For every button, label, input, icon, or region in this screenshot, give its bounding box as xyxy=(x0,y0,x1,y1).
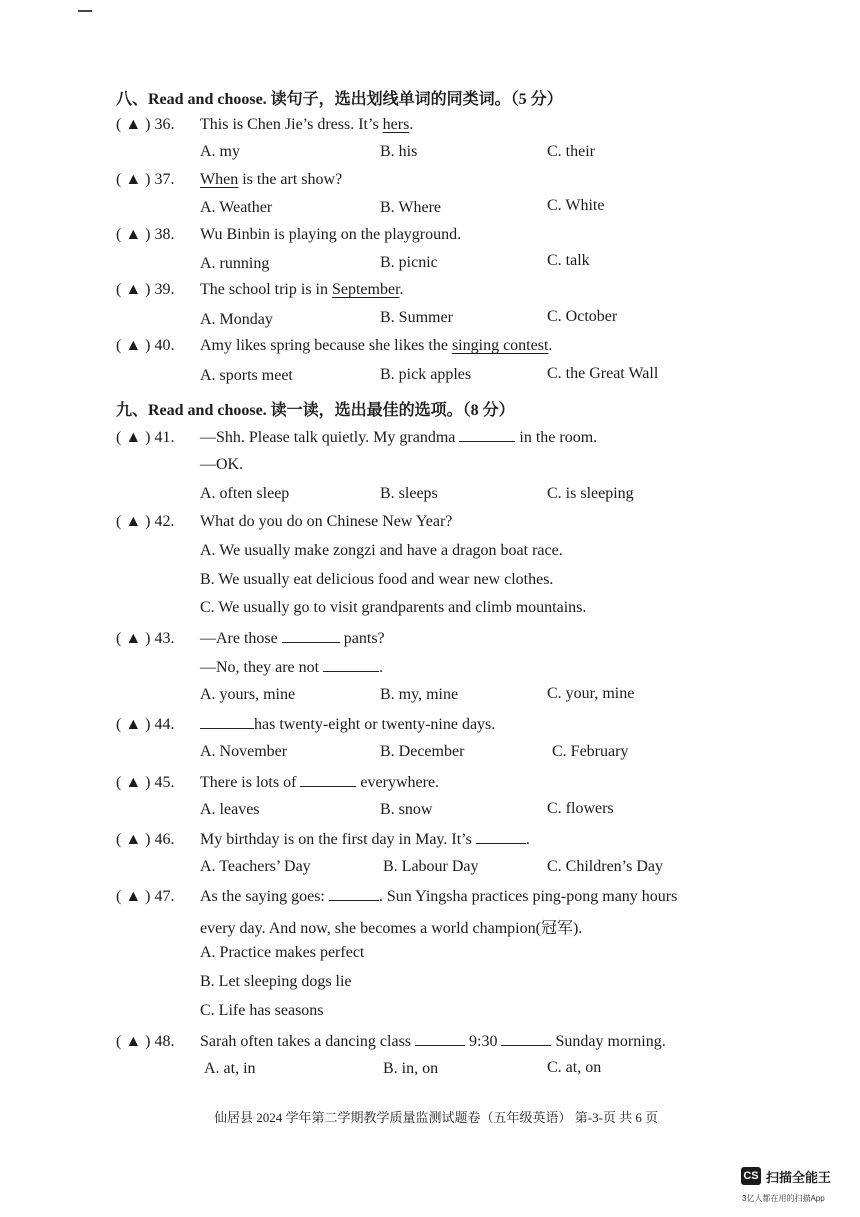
option-a: A. November xyxy=(200,743,288,760)
option-b: B. in, on xyxy=(383,1060,439,1077)
camscanner-tagline: 3亿人都在用的扫描App xyxy=(742,1194,825,1203)
option-b: B. Summer xyxy=(380,309,453,326)
answer-mark: ( ▲ ) 38. xyxy=(116,226,175,243)
page-footer: 仙居县 2024 学年第二学期教学质量监测试题卷（五年级英语） 第-3-页 共 6 页 xyxy=(214,1110,659,1125)
answer-blank[interactable] xyxy=(501,1031,551,1046)
question-41-reply: —OK. xyxy=(200,456,244,473)
option-a: A. Monday xyxy=(200,311,273,328)
underlined-word: singing contest xyxy=(451,337,549,354)
underlined-word: hers xyxy=(382,116,410,133)
answer-blank[interactable] xyxy=(300,772,356,787)
option-b: B. Let sleeping dogs lie xyxy=(200,973,352,990)
question-47-continued: every day. And now, she becomes a world champion(冠军). xyxy=(200,920,583,937)
answer-mark: ( ▲ ) 45. xyxy=(116,774,175,791)
option-a: A. leaves xyxy=(200,801,260,818)
question-47: ( ▲ ) 47. As the saying goes: . Sun Yingsha practices ping-pong many hours xyxy=(116,888,678,905)
option-c: C. at, on xyxy=(547,1059,602,1076)
option-c: C. their xyxy=(547,143,595,160)
option-a: A. at, in xyxy=(204,1060,256,1077)
option-b: B. December xyxy=(380,743,465,760)
option-b: B. my, mine xyxy=(380,686,459,703)
question-41: ( ▲ ) 41. —Shh. Please talk quietly. My grandma in the room. xyxy=(116,429,598,446)
section-8-title: 八、Read and choose. 读句子，选出划线单词的同类词。（5 分） xyxy=(116,91,563,108)
question-39: ( ▲ ) 39. The school trip is in September. xyxy=(116,281,404,298)
answer-blank[interactable] xyxy=(459,427,515,442)
option-c: C. your, mine xyxy=(547,685,635,702)
answer-mark: ( ▲ ) 48. xyxy=(116,1033,175,1050)
answer-mark: ( ▲ ) 40. xyxy=(116,337,175,354)
answer-blank[interactable] xyxy=(323,657,379,672)
answer-mark: ( ▲ ) 41. xyxy=(116,429,175,446)
option-a: A. yours, mine xyxy=(200,686,296,703)
question-45: ( ▲ ) 45. There is lots of everywhere. xyxy=(116,774,440,791)
option-a: A. Weather xyxy=(200,199,273,216)
answer-blank[interactable] xyxy=(415,1031,465,1046)
answer-mark: ( ▲ ) 37. xyxy=(116,171,175,188)
question-44: ( ▲ ) 44. has twenty-eight or twenty-nine days. xyxy=(116,716,496,733)
option-c: C. talk xyxy=(547,252,590,269)
option-c: C. October xyxy=(547,308,618,325)
option-c: C. the Great Wall xyxy=(547,365,659,382)
answer-mark: ( ▲ ) 39. xyxy=(116,281,175,298)
option-b: B. pick apples xyxy=(380,366,472,383)
option-b: B. picnic xyxy=(380,254,438,271)
option-b: B. Labour Day xyxy=(383,858,479,875)
question-43: ( ▲ ) 43. —Are those pants? xyxy=(116,630,385,647)
option-c: C. flowers xyxy=(547,800,614,817)
answer-blank[interactable] xyxy=(476,829,526,844)
question-48: ( ▲ ) 48. Sarah often takes a dancing class 9:30 Sunday morning. xyxy=(116,1033,666,1050)
option-c: C. February xyxy=(552,743,629,760)
option-a: A. often sleep xyxy=(200,485,290,502)
camscanner-brand-name: 扫描全能王 xyxy=(766,1170,832,1185)
answer-mark: ( ▲ ) 42. xyxy=(116,513,175,530)
answer-blank[interactable] xyxy=(200,714,254,729)
answer-blank[interactable] xyxy=(329,886,379,901)
option-a: A. Practice makes perfect xyxy=(200,944,365,961)
option-c: C. We usually go to visit grandparents and climb mountains. xyxy=(200,599,587,616)
answer-mark: ( ▲ ) 43. xyxy=(116,630,175,647)
option-a: A. We usually make zongzi and have a dragon boat race. xyxy=(200,542,563,559)
answer-blank[interactable] xyxy=(282,628,340,643)
underlined-word: When xyxy=(200,171,239,188)
answer-mark: ( ▲ ) 46. xyxy=(116,831,175,848)
question-36: ( ▲ ) 36. This is Chen Jie’s dress. It’s hers. xyxy=(116,116,414,133)
question-38: ( ▲ ) 38. Wu Binbin is playing on the playground. xyxy=(116,226,462,243)
option-c: C. Children’s Day xyxy=(547,858,663,875)
option-c: C. is sleeping xyxy=(547,485,634,502)
option-b: B. snow xyxy=(380,801,433,818)
option-a: A. Teachers’ Day xyxy=(200,858,311,875)
option-a: A. running xyxy=(200,255,270,272)
option-a: A. sports meet xyxy=(200,367,293,384)
answer-mark: ( ▲ ) 36. xyxy=(116,116,175,133)
target-word: playing xyxy=(288,226,337,243)
question-43-reply: —No, they are not . xyxy=(200,659,384,676)
section-9-title: 九、Read and choose. 读一读，选出最佳的选项。（8 分） xyxy=(116,402,515,419)
option-b: B. Where xyxy=(380,199,442,216)
question-42: ( ▲ ) 42. What do you do on Chinese New Year? xyxy=(116,513,453,530)
option-a: A. my xyxy=(200,143,240,160)
option-b: B. We usually eat delicious food and wear new clothes. xyxy=(200,571,554,588)
scan-corner-mark xyxy=(78,10,92,12)
option-b: B. his xyxy=(380,143,418,160)
question-40: ( ▲ ) 40. Amy likes spring because she likes the singing contest. xyxy=(116,337,553,354)
camscanner-logo-icon: CS xyxy=(741,1167,761,1185)
option-c: C. Life has seasons xyxy=(200,1002,324,1019)
option-b: B. sleeps xyxy=(380,485,438,502)
answer-mark: ( ▲ ) 47. xyxy=(116,888,175,905)
option-c: C. White xyxy=(547,197,605,214)
question-37: ( ▲ ) 37. When is the art show? xyxy=(116,171,343,188)
question-46: ( ▲ ) 46. My birthday is on the first day in May. It’s . xyxy=(116,831,530,848)
answer-mark: ( ▲ ) 44. xyxy=(116,716,175,733)
underlined-word: September xyxy=(331,281,400,298)
